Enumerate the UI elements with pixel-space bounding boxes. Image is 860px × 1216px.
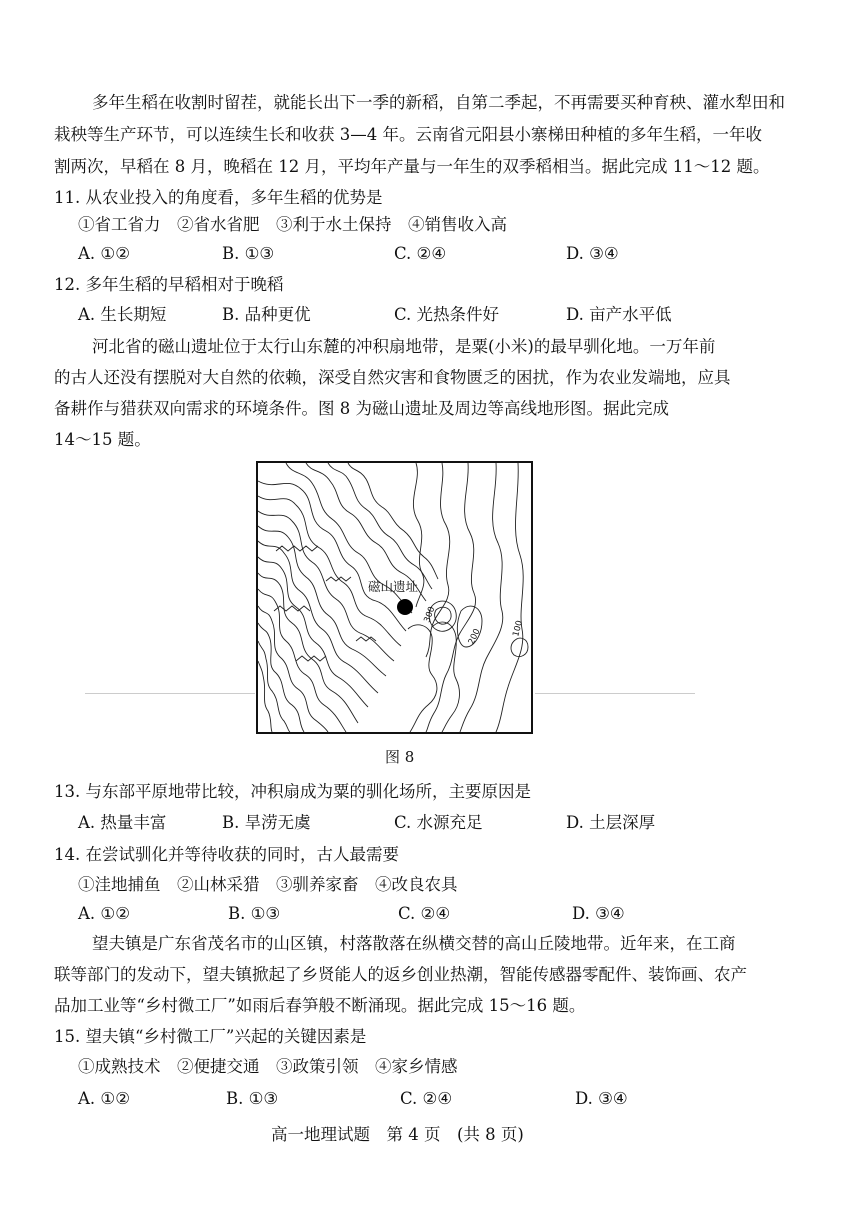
passage3-line-3: 品加工业等“乡村微工厂”如雨后春笋般不断涌现。据此完成 15～16 题。 (54, 996, 586, 1015)
question-11-option-b: B. ①③ (222, 244, 275, 263)
passage2-line-4: 14～15 题。 (54, 430, 151, 449)
question-14-option-a: A. ①② (78, 904, 130, 923)
question-15-option-a: A. ①② (78, 1089, 130, 1108)
contour-label-100: 100 (511, 619, 526, 638)
question-13-option-a: A. 热量丰富 (78, 813, 167, 832)
question-12-option-b: B. 品种更优 (222, 305, 311, 324)
question-13-option-c: C. 水源充足 (394, 813, 483, 832)
question-15-option-d: D. ③④ (575, 1089, 628, 1108)
site-label: 磁山遗址 (368, 579, 419, 594)
question-11-option-d: D. ③④ (566, 244, 619, 263)
question-12-option-d: D. 亩产水平低 (566, 305, 672, 324)
scan-artifact-line (85, 693, 255, 694)
passage2-line-2: 的古人还没有摆脱对大自然的依赖，深受自然灾害和食物匮乏的困扰，作为农业发端地，应具 (54, 368, 731, 387)
contour-label-300: 300 (422, 605, 438, 625)
question-11-stem: 11. 从农业投入的角度看，多年生稻的优势是 (54, 188, 383, 207)
page-footer: 高一地理试题 第 4 页 (共 8 页) (271, 1125, 524, 1144)
question-12-option-a: A. 生长期短 (78, 305, 167, 324)
question-14-items: ①洼地捕鱼 ②山林采猎 ③驯养家畜 ④改良农具 (78, 875, 458, 894)
question-12-stem: 12. 多年生稻的早稻相对于晚稻 (54, 275, 284, 294)
question-15-option-c: C. ②④ (400, 1089, 453, 1108)
passage1-line-3: 割两次，早稻在 8 月，晚稻在 12 月，平均年产量与一年生的双季稻相当。据此完成 11～12 题。 (54, 157, 770, 176)
question-11-option-c: C. ②④ (394, 244, 447, 263)
question-13-option-d: D. 土层深厚 (566, 813, 656, 832)
passage1-line-2: 栽秧等生产环节，可以连续生长和收获 3—4 年。云南省元阳县小寨梯田种植的多年生稻，一年收 (54, 125, 762, 144)
scan-artifact-line (535, 693, 695, 694)
question-13-stem: 13. 与东部平原地带比较，冲积扇成为粟的驯化场所，主要原因是 (54, 782, 531, 801)
question-14-option-d: D. ③④ (572, 904, 625, 923)
passage1-line-1: 多年生稻在收割时留茬，就能长出下一季的新稻，自第二季起，不再需要买种育秧、灌水犁田和 (92, 93, 785, 112)
question-14-option-c: C. ②④ (398, 904, 451, 923)
contour-label-200: 200 (466, 627, 483, 647)
question-11-option-a: A. ①② (78, 244, 130, 263)
cishan-site-marker (397, 599, 413, 615)
passage2-line-1: 河北省的磁山遗址位于太行山东麓的冲积扇地带，是粟(小米)的最早驯化地。一万年前 (92, 337, 716, 356)
question-14-stem: 14. 在尝试驯化并等待收获的同时，古人最需要 (54, 845, 399, 864)
passage2-line-3: 备耕作与猎获双向需求的环境条件。图 8 为磁山遗址及周边等高线地形图。据此完成 (54, 399, 669, 418)
question-15-stem: 15. 望夫镇“乡村微工厂”兴起的关键因素是 (54, 1027, 367, 1046)
figure-caption: 图 8 (385, 748, 415, 766)
passage3-line-2: 联等部门的发动下，望夫镇掀起了乡贤能人的返乡创业热潮，智能传感器零配件、装饰画、农产 (54, 965, 747, 984)
question-11-items: ①省工省力 ②省水省肥 ③利于水土保持 ④销售收入高 (78, 215, 507, 234)
passage3-line-1: 望夫镇是广东省茂名市的山区镇，村落散落在纵横交替的高山丘陵地带。近年来，在工商 (92, 934, 736, 953)
contour-map-figure-8 (256, 461, 533, 734)
question-15-items: ①成熟技术 ②便捷交通 ③政策引领 ④家乡情感 (78, 1057, 458, 1076)
question-12-option-c: C. 光热条件好 (394, 305, 500, 324)
question-14-option-b: B. ①③ (228, 904, 281, 923)
map-frame (257, 462, 532, 733)
question-15-option-b: B. ①③ (226, 1089, 279, 1108)
question-13-option-b: B. 旱涝无虞 (222, 813, 311, 832)
